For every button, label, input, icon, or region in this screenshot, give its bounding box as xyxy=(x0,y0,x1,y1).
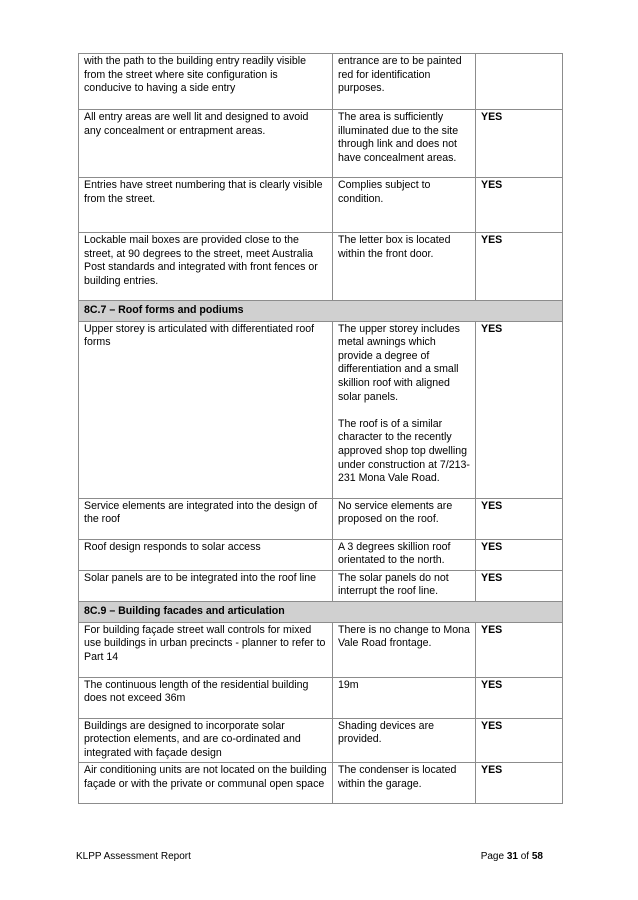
comment-cell: The upper storey includes metal awnings which provide a degree of differentiation and a small skillion roof with aligned solar panels. The roof is of a similar character to the recently approved shop top dwelling under construction at 7/213-231 Mona Vale Road. xyxy=(333,321,476,498)
assessment-table xyxy=(78,53,563,804)
footer-report-title: KLPP Assessment Report xyxy=(76,851,191,862)
control-cell: Roof design responds to solar access xyxy=(79,539,333,570)
table-row xyxy=(79,178,563,233)
section-header-row xyxy=(79,301,563,322)
control-cell: Service elements are integrated into the design of the roof xyxy=(79,498,333,539)
control-cell: Air conditioning units are not located on the building façade or with the private or communal open space xyxy=(79,763,333,804)
section-header-row xyxy=(79,601,563,622)
footer-page-label: Page xyxy=(480,851,505,862)
table-row xyxy=(79,570,563,601)
comment-cell: There is no change to Mona Vale Road frontage. xyxy=(333,622,476,677)
table-row xyxy=(79,233,563,301)
control-cell: Entries have street numbering that is clearly visible from the street. xyxy=(79,178,333,233)
comment-cell: Shading devices are provided. xyxy=(333,718,476,763)
footer-page-info xyxy=(481,851,543,862)
section-title: 8C.9 – Building facades and articulation xyxy=(79,601,563,622)
table-row xyxy=(79,763,563,804)
control-cell: Lockable mail boxes are provided close to the street, at 90 degrees to the street, meet Australia Post standards and integrated with front fences or building entries. xyxy=(79,233,333,301)
table-row xyxy=(79,54,563,110)
comment-cell: 19m xyxy=(333,677,476,718)
comment-cell: No service elements are proposed on the roof. xyxy=(333,498,476,539)
result-cell: YES xyxy=(476,498,563,539)
comment-cell: entrance are to be painted red for identification purposes. xyxy=(333,54,476,110)
result-cell: YES xyxy=(476,321,563,498)
comment-cell: A 3 degrees skillion roof orientated to the north. xyxy=(333,539,476,570)
control-cell: For building façade street wall controls for mixed use buildings in urban precincts - planner to refer to Part 14 xyxy=(79,622,333,677)
control-cell: Upper storey is articulated with differentiated roof forms xyxy=(79,321,333,498)
control-cell: Buildings are designed to incorporate solar protection elements, and are co-ordinated and integrated with façade design xyxy=(79,718,333,763)
control-cell: Solar panels are to be integrated into the roof line xyxy=(79,570,333,601)
table-row xyxy=(79,498,563,539)
control-cell: with the path to the building entry readily visible from the street where site configuration is conducive to having a side entry xyxy=(79,54,333,110)
footer-page-number: 31 xyxy=(506,851,518,862)
result-cell: YES xyxy=(476,110,563,178)
footer-of-label: of xyxy=(520,851,530,862)
comment-cell: The solar panels do not interrupt the roof line. xyxy=(333,570,476,601)
table-row xyxy=(79,110,563,178)
table-row xyxy=(79,622,563,677)
footer-page-total: 58 xyxy=(531,851,543,862)
result-cell: YES xyxy=(476,178,563,233)
result-cell: YES xyxy=(476,718,563,763)
comment-cell: The condenser is located within the garage. xyxy=(333,763,476,804)
control-cell: The continuous length of the residential building does not exceed 36m xyxy=(79,677,333,718)
result-cell: YES xyxy=(476,763,563,804)
result-cell: YES xyxy=(476,570,563,601)
result-cell: YES xyxy=(476,677,563,718)
comment-cell: The area is sufficiently illuminated due to the site through link and does not have concealment areas. xyxy=(333,110,476,178)
result-cell: YES xyxy=(476,233,563,301)
control-cell: All entry areas are well lit and designed to avoid any concealment or entrapment areas. xyxy=(79,110,333,178)
comment-cell: Complies subject to condition. xyxy=(333,178,476,233)
comment-cell: The letter box is located within the front door. xyxy=(333,233,476,301)
result-cell: YES xyxy=(476,622,563,677)
result-cell: YES xyxy=(476,539,563,570)
result-cell xyxy=(476,54,563,110)
table-row xyxy=(79,321,563,498)
section-title: 8C.7 – Roof forms and podiums xyxy=(79,301,563,322)
table-row xyxy=(79,539,563,570)
table-row xyxy=(79,677,563,718)
table-row xyxy=(79,718,563,763)
